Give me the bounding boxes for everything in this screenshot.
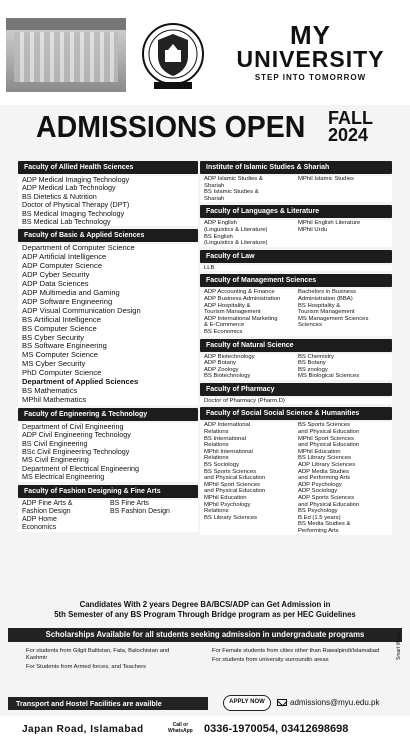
left-programs-column xyxy=(18,158,198,532)
program-item: and Physical Education xyxy=(298,442,360,449)
program-item: BS Media Studies & xyxy=(298,521,351,528)
program-item: ADP Civil Engineering Technology xyxy=(22,430,131,440)
side-note: Smart Ways xyxy=(396,632,402,660)
program-item: Department of Civil Engineering xyxy=(22,421,124,431)
program-item: ADP Business Administration xyxy=(204,295,281,302)
program-item: MPhil Education xyxy=(204,495,247,501)
program-item: (Linguistics & Literature) xyxy=(204,226,268,233)
program-column xyxy=(298,354,392,380)
university-name xyxy=(218,22,403,82)
faculty-programs xyxy=(18,423,198,482)
program-item: ADP Library Sciences xyxy=(298,462,356,469)
program-item: MS Electrical Engineering xyxy=(22,472,105,482)
program-item: MPhil Sport Sciences xyxy=(298,435,354,442)
call-label-line2: WhatsApp xyxy=(168,728,193,734)
program-item: MS Biological Sciences xyxy=(298,373,360,380)
program-columns xyxy=(200,176,392,202)
call-label xyxy=(168,722,193,734)
quota-item: For students from Gilgit Baltistan, Fata, Balochistan and Kashmir xyxy=(26,648,170,661)
program-item: BS Biotechnology xyxy=(204,373,251,380)
bridge-notice-line2: 5th Semester of any BS Program Through Bridge program as per HEC Guidelines xyxy=(54,610,356,619)
program-item: Shariah xyxy=(204,182,225,189)
program-item: ADP Software Engineering xyxy=(22,296,113,306)
program-item: BS Artificial Intelligence xyxy=(22,314,101,324)
program-item: BS Medical Lab Technology xyxy=(22,217,111,227)
program-item: MS Management Sciences xyxy=(298,315,369,322)
right-programs-column xyxy=(200,158,392,535)
program-column xyxy=(204,220,298,246)
program-item: ADP Zoology xyxy=(204,366,239,373)
program-item: Shariah xyxy=(204,195,225,202)
program-item: ADP Cyber Security xyxy=(22,270,90,280)
program-column xyxy=(110,500,198,532)
program-item: BS Library Sciences xyxy=(204,514,258,521)
program-item: and Physical Education xyxy=(204,488,266,495)
admissions-title: ADMISSIONS OPEN xyxy=(36,109,306,144)
university-name-line1: MY xyxy=(290,20,331,50)
program-item: MPhil Urdu xyxy=(298,226,328,233)
faculty-programs xyxy=(200,422,392,534)
program-column xyxy=(298,398,392,405)
program-item: ADP Home xyxy=(22,515,57,523)
faculty-heading: Faculty of Law xyxy=(200,250,392,263)
program-item: Department of Applied Sciences xyxy=(22,377,139,387)
program-item: ADP Islamic Studies & xyxy=(204,176,263,182)
program-item: BS Sports Sciences xyxy=(298,422,351,429)
program-item: MS Computer Science xyxy=(22,350,98,360)
program-item: BS Botany xyxy=(298,360,326,367)
program-item: ADP International xyxy=(204,422,251,429)
email-contact[interactable] xyxy=(277,697,380,709)
program-item: MPhil Psychology xyxy=(204,501,251,508)
program-columns xyxy=(200,422,392,534)
program-item: BS Dietetics & Nutrition xyxy=(22,191,97,201)
program-item: PhD Computer Science xyxy=(22,368,102,378)
program-list xyxy=(18,244,198,404)
program-item: BS Psychology xyxy=(298,508,338,515)
program-item: MPhil International xyxy=(204,448,253,455)
quota-item: For Students from Armed forces, and Teachers xyxy=(26,664,147,670)
program-column xyxy=(204,289,298,335)
quota-list-left xyxy=(26,648,186,673)
program-item: Relations xyxy=(204,508,229,515)
program-item: ADP Visual Communication Design xyxy=(22,305,141,315)
program-column xyxy=(204,354,298,380)
program-item: ADP International Marketing xyxy=(204,315,278,322)
footer xyxy=(0,716,410,746)
program-item: ADP Multimedia and Gaming xyxy=(22,287,120,297)
program-item: BS Fine Arts xyxy=(110,499,149,507)
program-item: and Physical Education xyxy=(298,501,360,508)
program-item: BS Hospitality & xyxy=(298,302,341,309)
program-item: Relations xyxy=(204,455,229,462)
program-item: BS Civil Engineering xyxy=(22,438,88,448)
program-item: BS zoology xyxy=(298,366,328,373)
faculty-programs xyxy=(18,176,198,226)
faculty-programs xyxy=(200,354,392,380)
program-column xyxy=(298,265,392,272)
program-item: ADP English xyxy=(204,220,237,227)
faculty-heading: Faculty of Natural Science xyxy=(200,339,392,352)
term-label xyxy=(328,110,373,144)
program-list xyxy=(18,176,198,226)
quota-item: For students from university surroundin areas xyxy=(212,657,329,663)
program-column xyxy=(298,422,392,534)
quota-list-right xyxy=(212,648,392,666)
program-item: BS International xyxy=(204,435,246,442)
program-item: and Physical Education xyxy=(298,429,360,436)
faculty-heading: Faculty of Pharmacy xyxy=(200,383,392,396)
faculty-heading: Faculty of Management Sciences xyxy=(200,274,392,287)
program-column xyxy=(204,265,298,272)
program-item: BS Sports Sciences xyxy=(204,468,257,475)
program-item: Economics xyxy=(22,523,57,531)
program-item: Bachelors in Business xyxy=(298,289,356,296)
faculty-heading: Faculty of Engineering & Technology xyxy=(18,408,198,421)
faculty-programs xyxy=(200,220,392,246)
program-item: B.Ed (1.5 years) xyxy=(298,514,341,521)
program-item: ADP Fine Arts & xyxy=(22,499,73,507)
program-item: ADP Biotechnology xyxy=(204,353,255,360)
program-item: BS Cyber Security xyxy=(22,332,85,342)
program-item: BS Fashion Design xyxy=(110,507,170,515)
program-item: LLB xyxy=(204,264,215,271)
mail-icon xyxy=(277,699,287,706)
campus-building-image xyxy=(6,18,126,92)
faculty-programs xyxy=(200,176,392,202)
program-item: Fashion Design xyxy=(22,507,71,515)
program-item: Department of Computer Science xyxy=(22,243,135,253)
program-item: ADP Botany xyxy=(204,360,236,367)
program-item: ADP Medical Lab Technology xyxy=(22,183,116,193)
program-item: Relations xyxy=(204,429,229,436)
program-column xyxy=(298,176,392,202)
hostel-banner: Transport and Hostel Facilities are availble xyxy=(8,697,208,710)
term-year: 2024 xyxy=(328,125,369,145)
program-item: MPhil Islamic Studies xyxy=(298,176,354,182)
program-column xyxy=(204,398,298,405)
program-item: & E-Commerce xyxy=(204,322,245,329)
program-columns xyxy=(200,220,392,246)
program-item: MPhil Education xyxy=(298,448,341,455)
scholarship-banner: Scholarships Available for all students seeking admission in undergraduate programs xyxy=(8,628,402,642)
apply-now-button[interactable]: APPLY NOW xyxy=(223,695,271,711)
university-name-line2: UNIVERSITY xyxy=(236,46,385,72)
program-item: ADP Data Sciences xyxy=(22,279,89,289)
bridge-notice-line1: Candidates With 2 years Degree BA/BCS/ADP can Get Admission in xyxy=(79,600,331,609)
program-item: Performing Arts xyxy=(298,527,339,534)
program-item: ADP Accounting & Finance xyxy=(204,289,275,296)
program-columns xyxy=(18,500,198,532)
faculty-heading: Institute of Islamic Studies & Shariah xyxy=(200,161,392,174)
program-item: MS Civil Engineering xyxy=(22,455,89,465)
program-item: BS Chemistry xyxy=(298,353,335,360)
program-item: MPhil Mathematics xyxy=(22,394,87,404)
faculty-programs xyxy=(200,265,392,272)
faculty-programs xyxy=(18,500,198,532)
program-item: BS Sociology xyxy=(204,462,240,469)
term-name: FALL xyxy=(328,108,373,128)
program-item: MPhil English Literature xyxy=(298,220,361,227)
program-item: Department of Electrical Engineering xyxy=(22,463,140,473)
program-item: ADP Computer Science xyxy=(22,261,103,271)
program-item: BS Islamic Studies & xyxy=(204,189,259,196)
program-item: BS Economics xyxy=(204,328,243,335)
program-item: Relations xyxy=(204,442,229,449)
program-item: Sciences xyxy=(298,322,322,329)
program-item: BSc Civil Engineering Technology xyxy=(22,446,130,456)
program-item: ADP Psychology xyxy=(298,481,342,488)
program-item: ADP Sociology xyxy=(298,488,338,495)
faculty-heading: Faculty of Languages & Literature xyxy=(200,205,392,218)
program-column xyxy=(204,176,298,202)
program-item: Doctor of Pharmacy (Pharm.D) xyxy=(204,397,285,404)
program-item: ADP Hospitality & xyxy=(204,302,251,309)
program-column xyxy=(298,220,392,246)
quota-item: For Female students from cities other than Rawalpindi/Islamabad xyxy=(212,648,380,654)
university-crest-icon xyxy=(140,20,206,92)
program-item: ADP Media Studies xyxy=(298,468,349,475)
program-item: ADP Artificial Intelligence xyxy=(22,252,107,262)
program-item: BS Medical Imaging Technology xyxy=(22,208,125,218)
faculty-programs xyxy=(18,244,198,404)
program-list xyxy=(18,423,198,482)
program-item: BS Library Sciences xyxy=(298,455,352,462)
program-item: Tourism Management xyxy=(204,309,261,316)
phone-numbers[interactable]: 0336-1970054, 03412698698 xyxy=(204,723,349,735)
program-item: and Physical Education xyxy=(204,475,266,482)
program-item: ADP Sports Sciences xyxy=(298,495,355,501)
program-item: BS Computer Science xyxy=(22,323,97,333)
program-columns xyxy=(200,289,392,335)
faculty-heading: Faculty of Social Social Science & Humanities xyxy=(200,407,392,420)
faculty-heading: Faculty of Fashion Designing & Fine Arts xyxy=(18,485,198,498)
email-address[interactable]: admissions@myu.edu.pk xyxy=(290,698,380,707)
program-columns xyxy=(200,354,392,380)
program-item: MS Cyber Security xyxy=(22,359,86,369)
program-column xyxy=(204,422,298,534)
program-column xyxy=(298,289,392,335)
program-columns xyxy=(200,398,392,405)
program-item: and Performing Arts xyxy=(298,475,351,482)
program-item: Administration (BBA) xyxy=(298,295,353,302)
program-item: ADP Medical Imaging Technology xyxy=(22,175,130,184)
header xyxy=(0,0,410,105)
faculty-heading: Faculty of Basic & Applied Sciences xyxy=(18,229,198,242)
call-label-line1: Call or xyxy=(172,722,189,728)
program-item: BS Mathematics xyxy=(22,385,78,395)
address: Japan Road, Islamabad xyxy=(22,724,144,735)
program-item: (Linguistics & Literature) xyxy=(204,240,268,247)
program-item: Tourism Management xyxy=(298,309,355,316)
program-item: Doctor of Physical Therapy (DPT) xyxy=(22,200,130,210)
university-tagline: STEP INTO TOMORROW xyxy=(254,73,367,82)
program-item: MPhil Sport Sciences xyxy=(204,481,260,488)
bridge-program-notice xyxy=(20,600,390,620)
program-item: BS English xyxy=(204,233,233,240)
program-column xyxy=(22,500,110,532)
faculty-heading: Faculty of Allied Health Sciences xyxy=(18,161,198,174)
program-columns xyxy=(200,265,392,272)
program-item: BS Software Engineering xyxy=(22,341,107,351)
faculty-programs xyxy=(200,398,392,405)
faculty-programs xyxy=(200,289,392,335)
